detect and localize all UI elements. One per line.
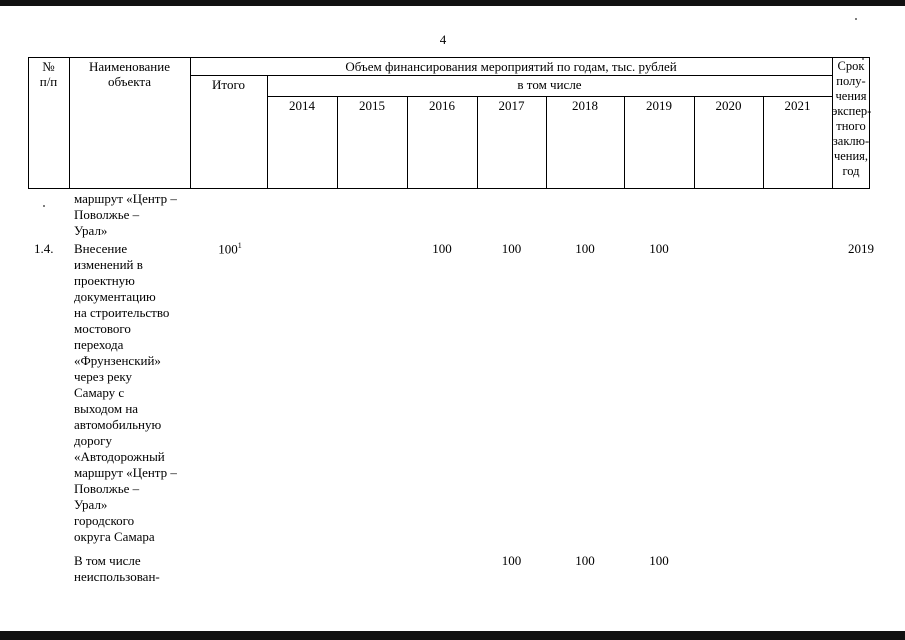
row-total: $100^1$ (218, 241, 242, 257)
subrow-2019: 100 (649, 553, 669, 568)
scan-speck (43, 205, 45, 207)
scan-speck (855, 18, 857, 20)
header-year: 2015 (359, 98, 385, 113)
row-2016: 100 (432, 241, 452, 256)
row-2018: 100 (575, 241, 595, 256)
header-year: 2021 (784, 98, 811, 113)
header-year: 2014 (289, 98, 315, 113)
bottom-border (0, 631, 905, 640)
header-name: Наименование объекта (89, 59, 170, 89)
page-number: 4 (439, 32, 447, 47)
header-year: 2019 (646, 98, 672, 113)
header-num: № п/п (39, 59, 58, 89)
subrow-2018: 100 (575, 553, 595, 568)
header-year: 2020 (715, 98, 742, 113)
row-deadline: 2019 (848, 241, 874, 256)
header-incl: в том числе (517, 77, 582, 92)
continuation-text: маршрут «Центр – Поволжье – Урал» (74, 191, 177, 238)
row-2019: 100 (649, 241, 669, 256)
header-funding: Объем финансирования мероприятий по годам, тыс. рублей (345, 59, 677, 74)
header-year: 2016 (429, 98, 455, 113)
row-number: 1.4. (34, 241, 54, 256)
header-year: 2018 (572, 98, 598, 113)
subrow-name: В том числе неиспользован- (74, 553, 160, 584)
subrow-2017: 100 (501, 553, 522, 568)
top-border (0, 0, 905, 6)
row-name: Внесение изменений в проектную документацию на строительство мостового перехода «Фрунзенский» через реку Самару с выходом на автомобильную дорогу «Автодорожный маршрут «Центр – Поволжье – Урал» городского округа Самара (74, 241, 177, 544)
header-total: Итого (212, 77, 245, 92)
header-deadline: Срок полу- чения экспер- тного заклю- чения, год (832, 59, 872, 178)
footnote-marker: 1 (237, 241, 242, 250)
header-year: 2017 (498, 98, 525, 113)
row-2017: 100 (501, 241, 522, 256)
